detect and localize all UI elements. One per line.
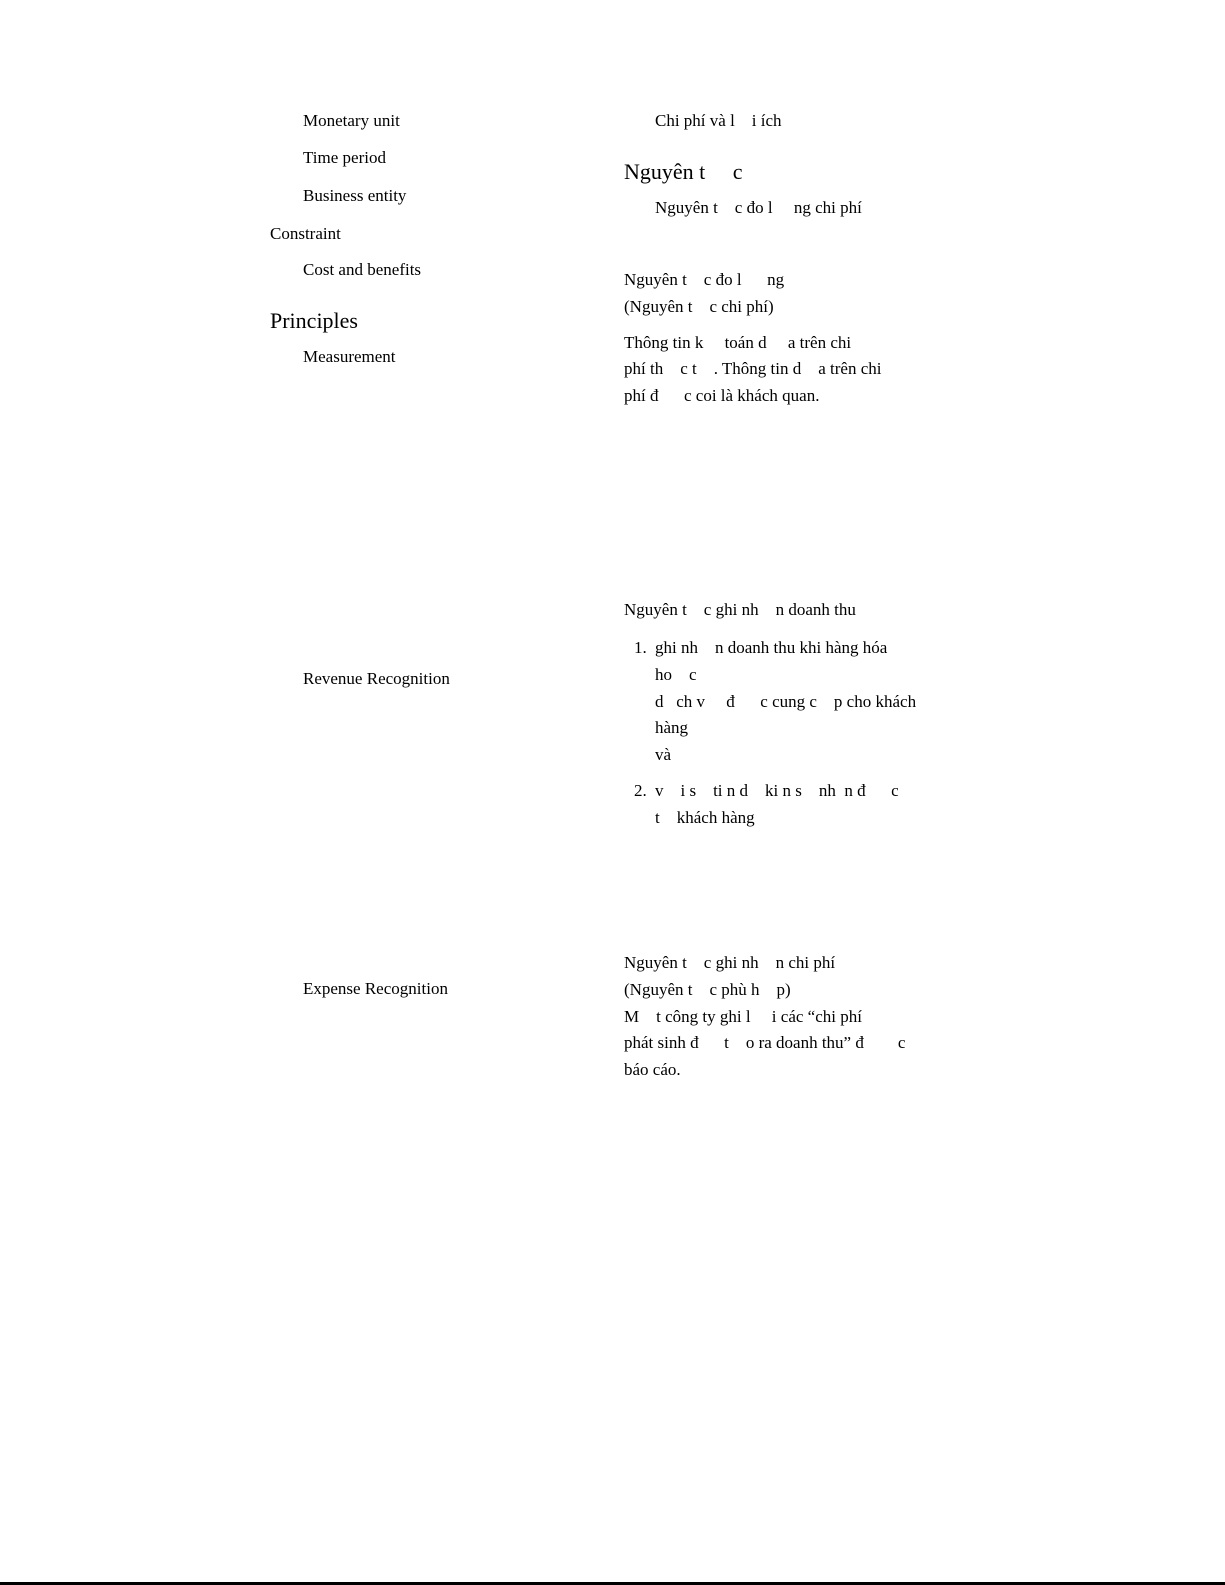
right-cost-benefit-vn: Chi phí và l i ích <box>655 111 782 130</box>
revenue-item1-line1: ghi nh n doanh thu khi hàng hóa <box>655 638 888 657</box>
right-cost-measurement-vn: Nguyên t c đo l ng chi phí <box>655 198 862 217</box>
measurement-desc-line2: phí th c t . Thông tin d a trên chi <box>624 359 882 378</box>
right-principles-heading-vn: Nguyên t c <box>624 159 743 184</box>
expense-title-line1: Nguyên t c ghi nh n chi phí <box>624 953 836 972</box>
measurement-desc-line3: phí đ c coi là khách quan. <box>624 386 820 405</box>
left-revenue-recognition: Revenue Recognition <box>303 669 450 688</box>
left-measurement: Measurement <box>303 347 396 366</box>
revenue-item1-line4: hàng <box>655 718 689 737</box>
revenue-item1-line5: và <box>655 745 672 764</box>
revenue-item2-number: 2. <box>634 781 647 800</box>
left-principles-heading: Principles <box>270 308 358 333</box>
left-cost-benefits: Cost and benefits <box>303 260 422 279</box>
measurement-desc-line1: Thông tin k toán d a trên chi <box>624 333 852 352</box>
revenue-item1-number: 1. <box>634 638 647 657</box>
left-constraint-heading: Constraint <box>270 224 341 243</box>
expense-desc-line1: M t công ty ghi l i các “chi phí <box>624 1007 862 1026</box>
revenue-item1-line3: d ch v đ c cung c p cho khách <box>655 692 917 711</box>
revenue-item2-line1: v i s ti n d ki n s nh n đ c <box>655 781 899 800</box>
expense-desc-line3: báo cáo. <box>624 1060 681 1079</box>
expense-desc-line2: phát sinh đ t o ra doanh thu” đ c <box>624 1033 906 1052</box>
left-time-period: Time period <box>303 148 386 167</box>
revenue-item2-line2: t khách hàng <box>655 808 755 827</box>
expense-title-line2: (Nguyên t c phù h p) <box>624 980 791 999</box>
measurement-title-line2: (Nguyên t c chi phí) <box>624 297 774 316</box>
measurement-title-line1: Nguyên t c đo l ng <box>624 270 785 289</box>
revenue-title: Nguyên t c ghi nh n doanh thu <box>624 600 856 619</box>
left-monetary-unit: Monetary unit <box>303 111 400 130</box>
left-expense-recognition: Expense Recognition <box>303 979 448 998</box>
left-business-entity: Business entity <box>303 186 407 205</box>
revenue-item1-line2: ho c <box>655 665 697 684</box>
